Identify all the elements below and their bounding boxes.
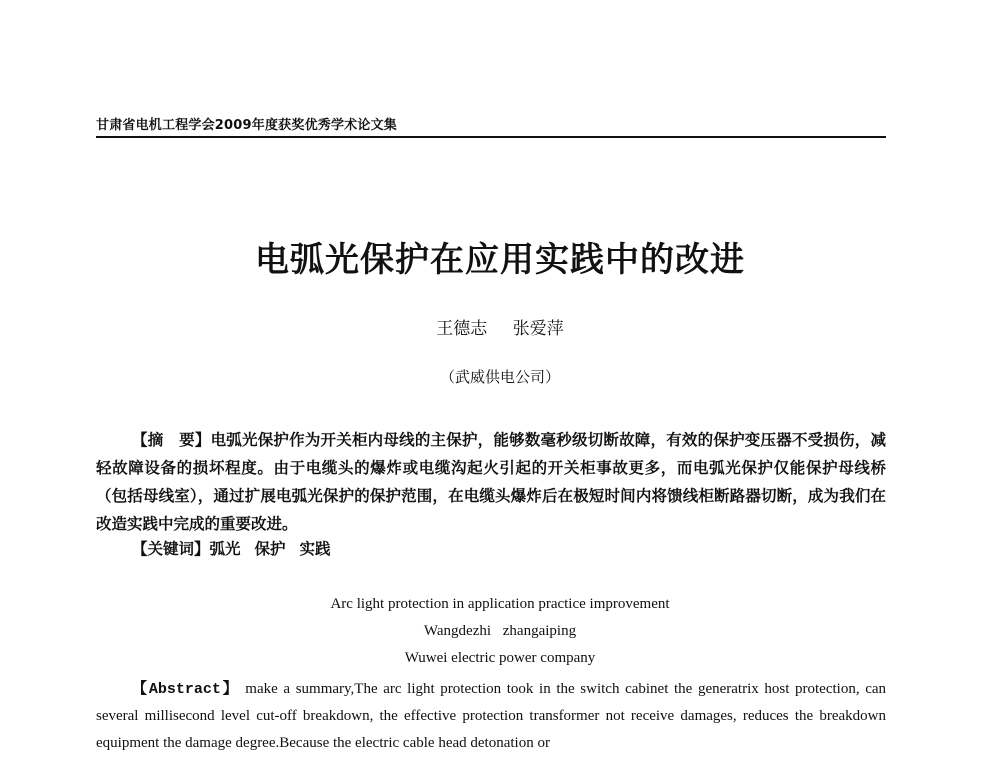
abstract-english-label: 【Abstract】	[132, 681, 240, 698]
keywords	[96, 537, 922, 559]
abstract-text: 电弧光保护作为开关柜内母线的主保护，能够数毫秒级切断故障，有效的保护变压器不受损伤，减轻故障设备的损坏程度。由于电缆头的爆炸或电缆沟起火引起的开关柜事故更多，而电弧光保护仅能保护母线桥（包括母线室），通过扩展电弧光保护的保护范围，在电缆头爆炸后在极短时间内将馈线柜断路器切断，成为我们在改造实践中完成的重要改进。	[96, 430, 886, 533]
keyword: 弧光	[209, 539, 241, 558]
abstract-label: 【摘 要】	[132, 431, 211, 449]
keywords-label: 【关键词】	[132, 540, 210, 558]
running-header: 甘肃省电机工程学会2009年度获奖优秀学术论文集	[96, 114, 886, 138]
english-title: Arc light protection in application practice improvement	[330, 596, 670, 612]
author-name: 张爱萍	[512, 319, 564, 339]
abstract-chinese	[96, 426, 886, 538]
paper-title: 电弧光保护在应用实践中的改进	[255, 240, 745, 280]
affiliation: （武威供电公司）	[439, 368, 560, 386]
keyword: 实践	[299, 539, 331, 558]
abstract-english	[96, 676, 886, 757]
english-authors: Wangdezhi zhangaiping	[423, 623, 577, 639]
author-name: 王德志	[436, 319, 488, 339]
english-affiliation: Wuwei electric power company	[404, 650, 596, 666]
author-list	[0, 314, 1000, 339]
abstract-english-text: make a summary,The arc light protection took in the switch cabinet the generatrix host protection, can several millisecond level cut-off breakdown, the effective protection transformer not receive damages, reduces the breakdown equipment the damage degree.Because the electric cable head detonation or	[96, 681, 887, 751]
keyword: 保护	[254, 539, 286, 558]
